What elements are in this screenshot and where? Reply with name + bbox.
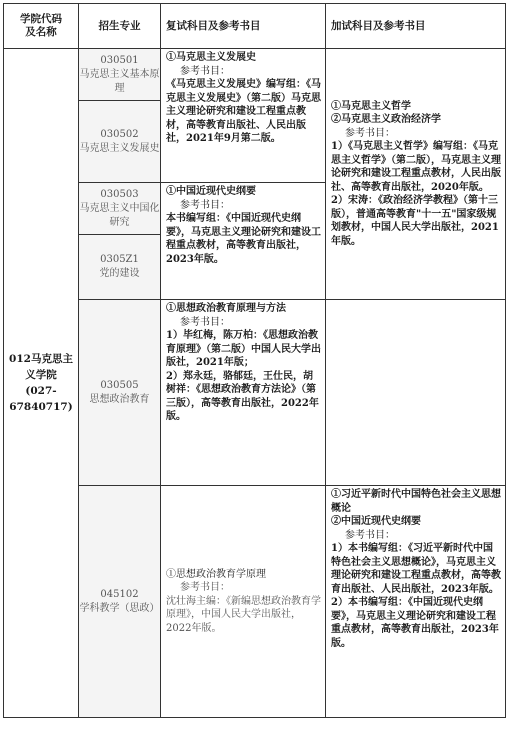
retest-subject: ①思想政治教育学原理 <box>166 568 266 580</box>
ref-text: 1）《马克思主义哲学》编写组：《马克思主义哲学》（第二版），马克思主义理论研究和建设工程重点教材，人民出版社、高等教育出版社，2020年版。 <box>331 141 501 193</box>
program-name: 学科教学（思政） <box>79 602 160 614</box>
program-name: 马克思主义发展史 <box>79 142 160 154</box>
extra-cell-empty <box>326 300 506 486</box>
program-code: 030505 <box>100 379 139 391</box>
header-row <box>4 4 506 49</box>
program-code: 0305Z1 <box>100 254 139 265</box>
retest-subject: ①马克思主义发展史 <box>166 52 256 63</box>
extra-cell <box>326 486 506 718</box>
program-cell <box>79 183 161 235</box>
program-cell <box>79 101 161 183</box>
program-cell <box>79 235 161 300</box>
ref-text: 2）宋涛：《政治经济学教程》（第十三版），普通高等教育"十一五"国家级规划教材，中国人民大学出版社，2021年版。 <box>331 195 499 247</box>
ref-label: 参考书目： <box>180 582 230 594</box>
institute-name: 012马克思主义学院 <box>9 353 73 381</box>
ref-text: 2）郑永廷，骆郁廷，王仕民，胡树祥：《思想政治教育方法论》（第三版），高等教育出版社，2022年版。 <box>166 370 319 422</box>
retest-cell <box>161 49 326 183</box>
extra-subject: ①马克思主义哲学 <box>331 100 411 112</box>
ref-label: 参考书目： <box>345 127 395 139</box>
extra-subject: ②中国近现代史纲要 <box>331 516 421 527</box>
ref-text: 《马克思主义发展史》编写组：《马克思主义发展史》（第二版）马克思主义理论研究和建设工程重点教材，高等教育出版社、人民出版社，2021年9月第二版。 <box>166 79 321 144</box>
extra-subject: ①习近平新时代中国特色社会主义思想概论 <box>331 489 501 514</box>
ref-label: 参考书目： <box>345 529 395 541</box>
retest-cell <box>161 300 326 486</box>
header-institute: 学院代码 及名称 <box>4 4 79 49</box>
ref-label: 参考书目： <box>180 316 230 328</box>
institute-phone: (027-67840717) <box>9 385 73 413</box>
program-name: 马克思主义中国化研究 <box>79 202 160 228</box>
ref-text: 沈壮海主编：《新编思想政治教育学原理》，中国人民大学出版社，2022年版。 <box>166 595 321 634</box>
program-cell <box>79 486 161 718</box>
retest-cell <box>161 183 326 300</box>
retest-cell <box>161 486 326 718</box>
extra-cell <box>326 49 506 300</box>
program-code: 030501 <box>100 54 139 66</box>
table-row <box>4 300 506 486</box>
extra-subject: ②马克思主义政治经济学 <box>331 114 441 126</box>
ref-text: 1）毕红梅，陈万柏：《思想政治教育原理》（第二版）中国人民大学出版社，2021年版； <box>166 330 321 368</box>
program-code: 030502 <box>100 128 139 140</box>
header-retest: 复试科目及参考书目 <box>161 4 326 49</box>
retest-subject: ①中国近现代史纲要 <box>166 186 256 197</box>
institute-cell <box>4 49 79 718</box>
program-name: 党的建设 <box>99 268 140 279</box>
ref-text: 2）本书编写组：《中国近现代史纲要》，马克思主义理论研究和建设工程重点教材，高等教育出版社，2023年版。 <box>331 597 499 649</box>
ref-text: 本书编写组：《中国近现代史纲要》，马克思主义理论研究和建设工程重点教材，高等教育出版社，2023年版。 <box>166 213 321 265</box>
table-row <box>4 486 506 718</box>
program-name: 马克思主义基本原理 <box>79 68 160 94</box>
ref-label: 参考书目： <box>180 65 230 77</box>
retest-subject: ①思想政治教育原理与方法 <box>166 303 286 314</box>
admission-table <box>3 3 506 718</box>
program-cell <box>79 300 161 486</box>
ref-label: 参考书目： <box>180 199 230 211</box>
program-code: 045102 <box>100 588 139 600</box>
table-row <box>4 49 506 101</box>
ref-text: 1）本书编写组：《习近平新时代中国特色社会主义思想概论》，马克思主义理论研究和建设工程重点教材，高等教育出版社、人民出版社，2023年版。 <box>331 543 501 595</box>
header-extra: 加试科目及参考书目 <box>326 4 506 49</box>
program-name: 思想政治教育 <box>89 393 150 405</box>
program-cell <box>79 49 161 101</box>
header-program: 招生专业 <box>79 4 161 49</box>
program-code: 030503 <box>100 188 139 200</box>
